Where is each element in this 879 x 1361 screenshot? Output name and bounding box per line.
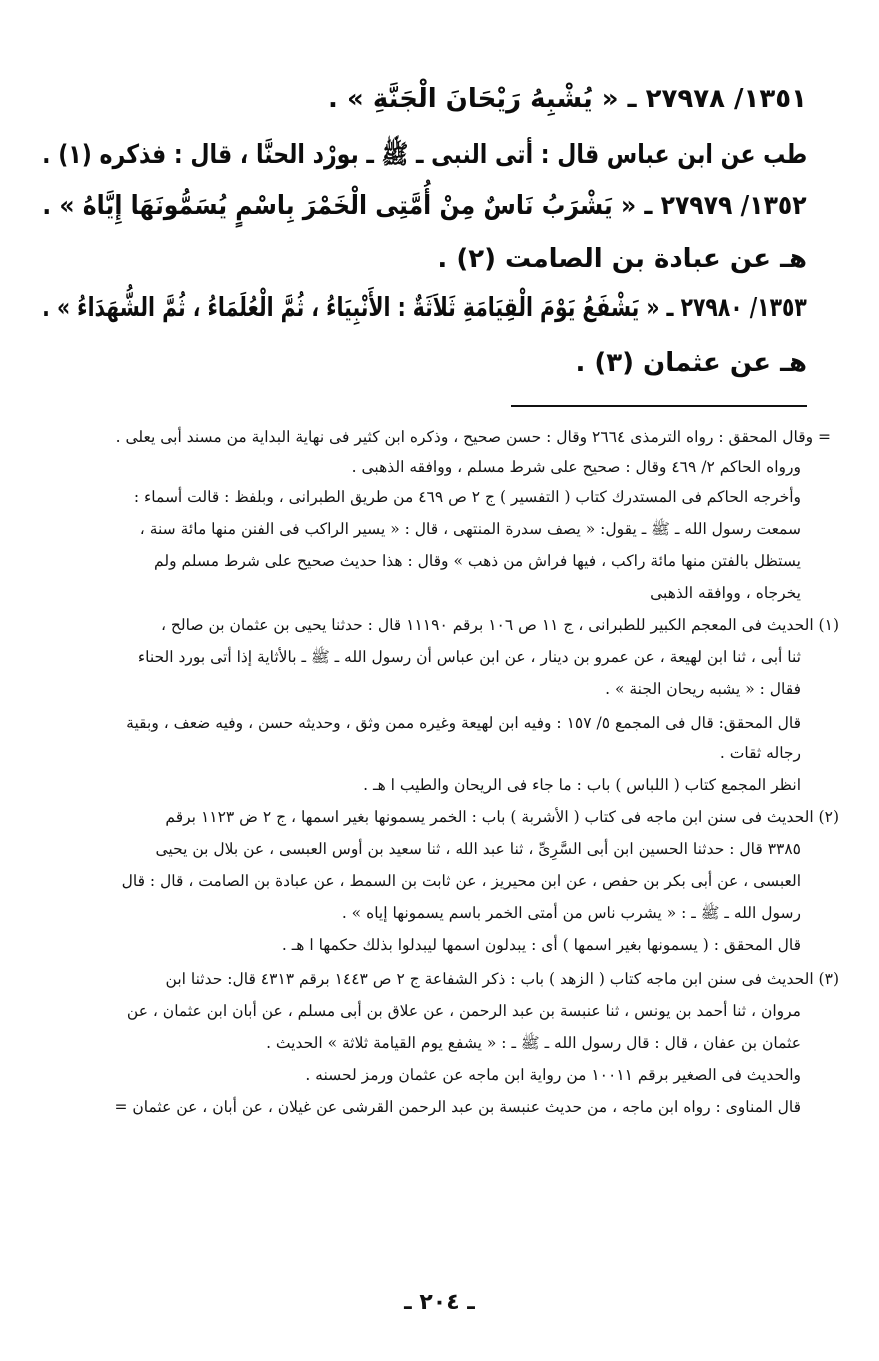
footnote-line: قال المناوى : رواه ابن ماجه ، من حديث عنبسة بن عبد الرحمن القرشى عن غيلان ، عن أبان ، عن عثمان =	[114, 1098, 801, 1116]
footnote-line: مروان ، ثنا أحمد بن يونس ، ثنا عنبسة بن عبد الرحمن ، عن علاق بن أبى مسلم ، عن أبان ابن عثمان ، عن	[126, 1002, 801, 1020]
footnote-line: قال المحقق : ( يسمونها بغير اسمها ) أى : يبدلون اسمها ليبدلوا بذلك حكمها ا هـ .	[281, 936, 801, 954]
footnote-line: وأخرجه الحاكم فى المستدرك كتاب ( التفسير ) ج ٢ ص ٤٦٩ من طريق الطبرانى ، وبلفظ : قالت أسماء :	[133, 488, 801, 506]
hadith-1352-source: هـ عن عبادة بن الصامت (٢) .	[437, 244, 807, 274]
footnote-line: يخرجاه ، ووافقه الذهبى	[650, 584, 801, 602]
footnote-line: العبسى ، عن أبى بكر بن حفص ، عن ابن محيريز ، عن ثابت بن السمط ، عن عبادة بن الصامت ، قال : قال	[121, 872, 801, 890]
footnote-line: انظر المجمع كتاب ( اللباس ) باب : ما جاء فى الريحان والطيب ا هـ .	[363, 776, 801, 794]
hadith-1353: ١٣٥٣/ ٢٧٩٨٠ ـ « يَشْفَعُ يَوْمَ الْقِيَامَةِ ثَلاَثَةٌ : الأَنْبِيَاءُ ، ثُمَّ الْعُلَمَاءُ ، ثُمَّ الشُّهَدَاءُ » .	[42, 293, 807, 323]
footnote-line: والحديث فى الصغير برقم ١٠٠١١ من رواية ابن ماجه عن عثمان ورمز لحسنه .	[305, 1066, 801, 1084]
footnote-line: فقال : « يشبه ريحان الجنة » .	[605, 680, 801, 698]
footnote-line: يستظل بالفتن منها مائة راكب ، فيها فراش من ذهب » وقال : هذا حديث صحيح على شرط مسلم ولم	[154, 552, 801, 570]
footnote-line: رسول الله ـ ﷺ ـ : « يشرب ناس من أمتى الخمر باسم يسمونها إياه » .	[341, 904, 801, 922]
footnote-line: رجاله ثقات .	[719, 744, 801, 762]
footnote-3: (٣) الحديث فى سنن ابن ماجه كتاب ( الزهد ) باب : ذكر الشفاعة ج ٢ ص ١٤٤٣ برقم ٤٣١٣ قال: حدثنا ابن	[165, 970, 839, 988]
footnote-line: عثمان بن عفان ، قال : قال رسول الله ـ ﷺ ـ : « يشفع يوم القيامة ثلاثة » الحديث .	[266, 1034, 801, 1052]
hadith-1351: ١٣٥١/ ٢٧٩٧٨ ـ « يُشْبِهُ رَيْحَانَ الْجَنَّةِ » .	[328, 84, 807, 114]
hadith-1353-source: هـ عن عثمان (٣) .	[575, 348, 807, 378]
footnote-line: سمعت رسول الله ـ ﷺ ـ يقول: « يصف سدرة المنتهى ، قال : « يسير الراكب فى الفنن منها مائة سنة ،	[139, 520, 801, 538]
hadith-1351-source: طب عن ابن عباس قال : أتى النبى ـ ﷺ ـ بورْد الحنَّا ، قال : فذكره (١) .	[41, 140, 807, 170]
footnote-line: = وقال المحقق : رواه الترمذى ٢٦٦٤ وقال : حسن صحيح ، وذكره ابن كثير فى نهاية البداية من مسند أبى يعلى .	[115, 428, 831, 446]
footnote-1: (١) الحديث فى المعجم الكبير للطبرانى ، ج ١١ ص ١٠٦ برقم ١١١٩٠ قال : حدثنا يحيى بن عثمان بن صالح ،	[161, 616, 839, 634]
footnote-line: ورواه الحاكم ٢/ ٤٦٩ وقال : صحيح على شرط مسلم ، ووافقه الذهبى .	[351, 458, 801, 476]
footnote-line: ٣٣٨٥ قال : حدثنا الحسين ابن أبى السَّرِىِّ ، ثنا عبد الله ، ثنا سعيد بن أوس العبسى ، عن بلال بن يحيى	[155, 840, 801, 858]
hadith-1352: ١٣٥٢/ ٢٧٩٧٩ ـ « يَشْرَبُ نَاسٌ مِنْ أُمَّتِى الْخَمْرَ بِاسْمٍ يُسَمُّونَهَا إِيَّاهُ » .	[42, 191, 807, 221]
footnote-separator	[511, 405, 807, 407]
footnote-line: ثنا أبى ، ثنا ابن لهيعة ، عن عمرو بن دينار ، عن ابن عباس أن رسول الله ـ ﷺ ـ بالأثاية إذا أتى بورد الحناء	[137, 648, 801, 666]
page-number: ـ ٢٠٤ ـ	[404, 1290, 475, 1315]
footnote-2: (٢) الحديث فى سنن ابن ماجه فى كتاب ( الأشربة ) باب : الخمر يسمونها بغير اسمها ، ج ٢ ض ١١٢٣ برقم	[165, 808, 839, 826]
footnote-line: قال المحقق: قال فى المجمع ٥/ ١٥٧ : وفيه ابن لهيعة وغيره ممن وثق ، وحديثه حسن ، وفيه ضعف ، وبقية	[126, 714, 801, 732]
